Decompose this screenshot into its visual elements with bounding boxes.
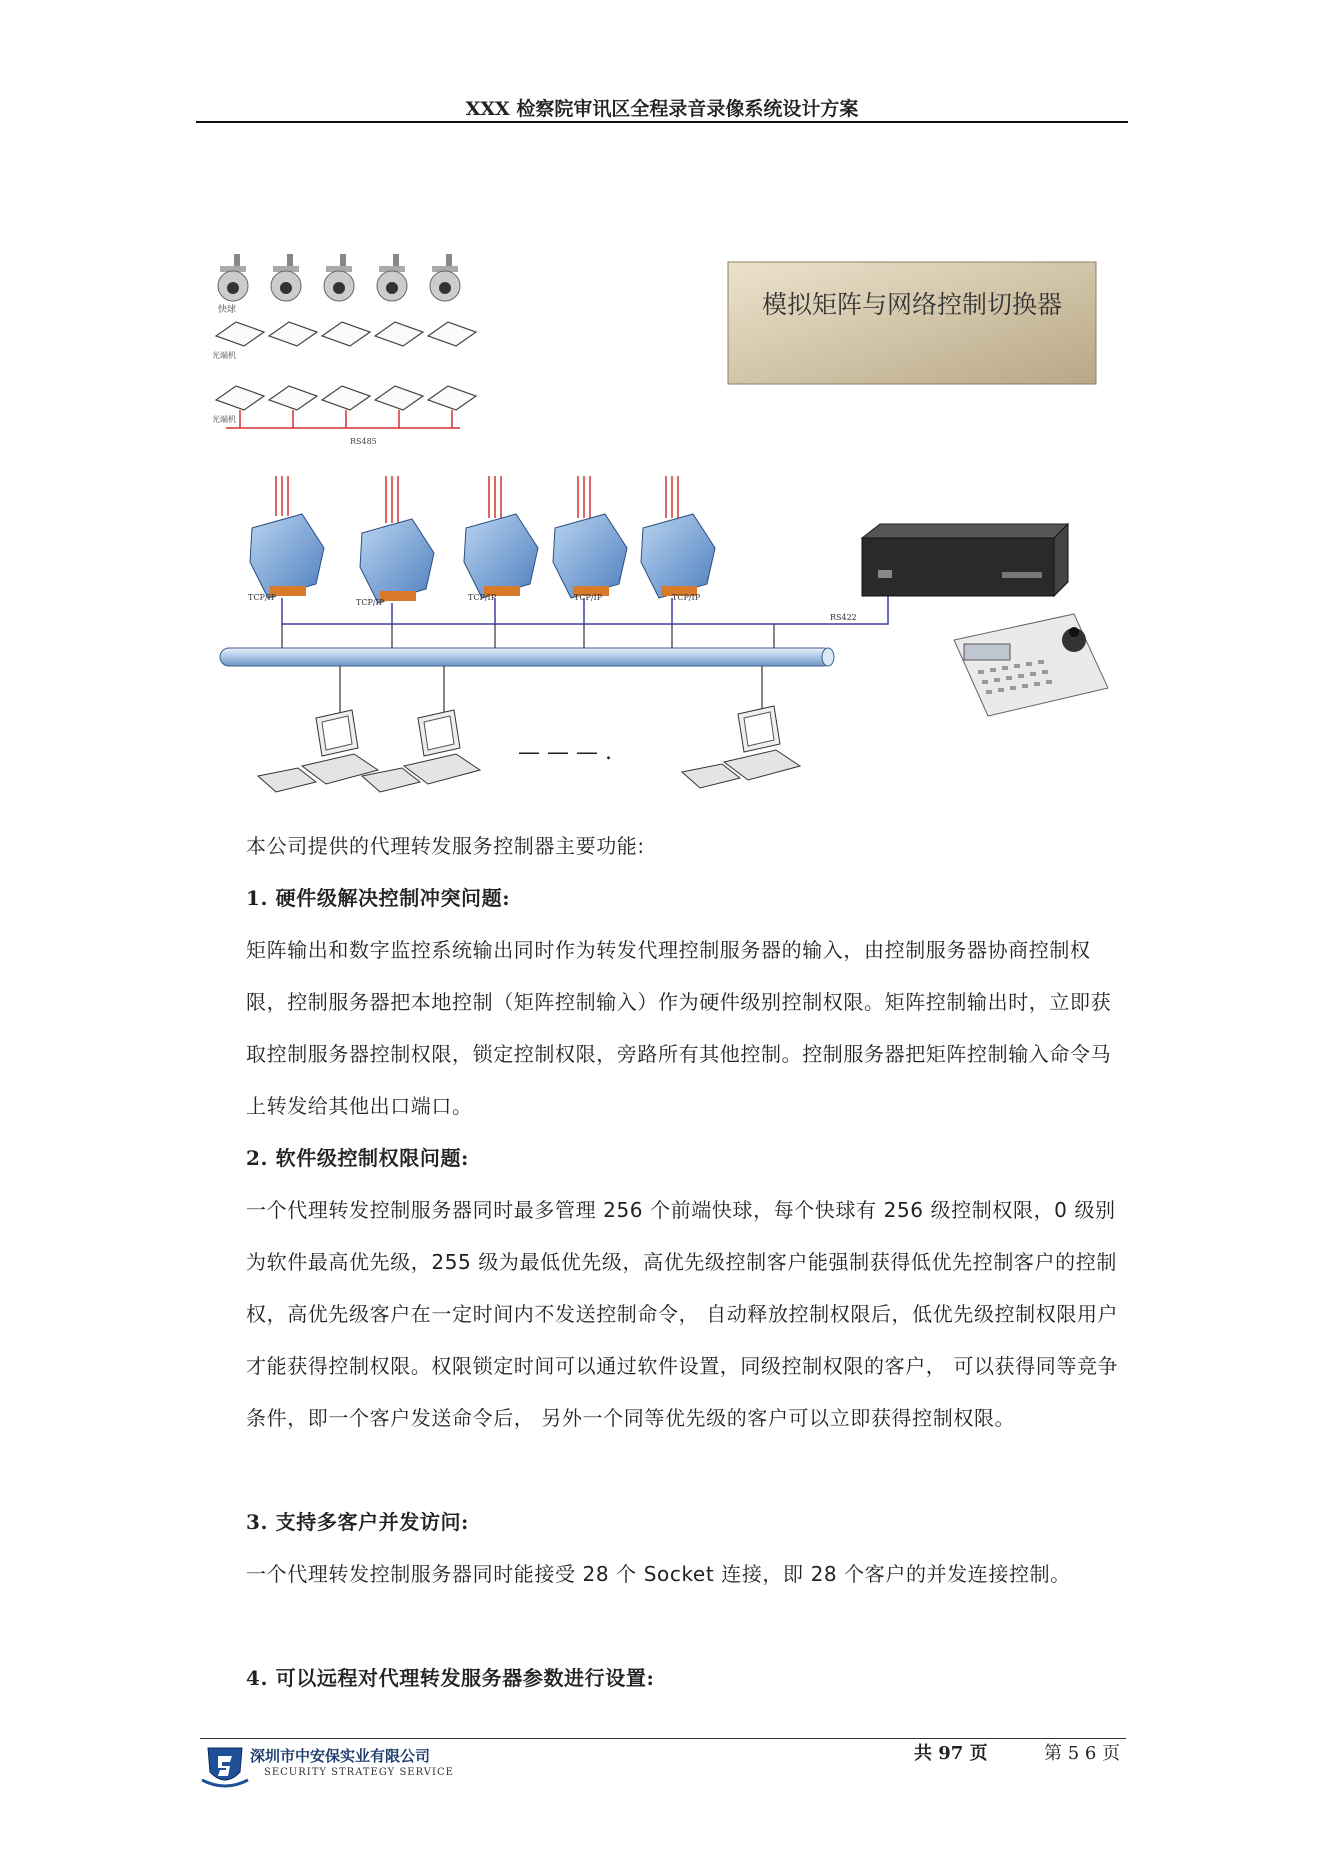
heading-1 (200, 872, 1124, 924)
fiber-converter-icon (428, 322, 476, 346)
header-rule (196, 121, 1128, 123)
heading-2 (200, 1132, 1124, 1184)
intro-paragraph (200, 820, 1124, 872)
dash-separator: — — — . (518, 740, 612, 765)
dome-camera-icon (430, 254, 460, 301)
heading-3-text: 3. 支持多客户并发访问: (246, 1510, 470, 1534)
tcpip-label: TCP/IP (468, 593, 497, 602)
heading-3 (200, 1496, 1124, 1548)
network-module-icon (641, 514, 715, 598)
fiber-converter-icon (216, 322, 264, 346)
paragraph-1-text: 矩阵输出和数字监控系统输出同时作为转发代理控制服务器的输入，由控制服务器协商控制权限，控制服务器把本地控制（矩阵控制输入）作为硬件级别控制权限。矩阵控制输出时，立即获取控制服务器控制权限，锁定控制权限，旁路所有其他控制。控制服务器把矩阵控制输入命令马上转发给其他出口端口。 (246, 938, 1112, 1118)
heading-2-text: 2. 软件级控制权限问题: (246, 1146, 470, 1170)
heading-4-text: 4. 可以远程对代理转发服务器参数进行设置: (246, 1666, 655, 1690)
system-diagram-svg (212, 248, 1120, 808)
footer-company-english: SECURITY STRATEGY SERVICE (264, 1767, 454, 1778)
footer-total-pages: 共 97 页 (914, 1743, 988, 1764)
paragraph-3-text: 一个代理转发控制服务器同时能接受 28 个 Socket 连接，即 28 个客户的并发连接控制。 (246, 1562, 1071, 1586)
workstation-icon (362, 710, 480, 792)
network-module-icon (360, 519, 434, 603)
matrix-device-icon (862, 524, 1068, 596)
control-keyboard-icon (954, 614, 1108, 716)
red-wires (276, 476, 678, 523)
fiber-converter-icon (375, 386, 423, 410)
rs422-label: RS422 (830, 613, 857, 622)
network-module-icon (464, 514, 538, 598)
paragraph-2-text: 一个代理转发控制服务器同时最多管理 256 个前端快球，每个快球有 256 级控制权限，0 级别为软件最高优先级，255 级为最低优先级，高优先级控制客户能强制获得低优先控制客户的控制权，高优先级客户在一定时间内不发送控制命令， 自动释放控制权限后，低优先级控制权限用户才能获得控制权限。权限锁定时间可以通过软件设置，同级控制权限的客户， 可以获得同等竞争条件，即一个客户发送命令后， 另外一个同等优先级的客户可以立即获得控制权限。 (246, 1198, 1119, 1430)
tcpip-label: TCP/IP (356, 598, 385, 607)
paragraph-3 (200, 1548, 1124, 1600)
paragraph-2 (200, 1184, 1124, 1444)
dome-camera-icon (271, 254, 301, 301)
fiber-converter-icon (216, 386, 264, 410)
fiber-converter-icon (322, 322, 370, 346)
company-logo (200, 1742, 250, 1792)
camera-label: 快球 (218, 305, 237, 315)
dome-camera-icon (218, 254, 248, 301)
network-backbone (220, 648, 834, 666)
fiber-converter-icon (269, 322, 317, 346)
heading-1-text: 1. 硬件级解决控制冲突问题: (246, 886, 511, 910)
dome-camera-icon (324, 254, 354, 301)
fiber-converter-icon (428, 386, 476, 410)
dome-camera-icon (377, 254, 407, 301)
page-header-title: XXX 检察院审讯区全程录音录像系统设计方案 (465, 98, 859, 120)
heading-4 (200, 1652, 1124, 1704)
fiber-converter-icon (375, 322, 423, 346)
system-diagram (212, 248, 1120, 808)
converter-label: 光端机 (212, 351, 236, 360)
workstation-icon (258, 710, 378, 792)
intro-text: 本公司提供的代理转发服务控制器主要功能: (246, 834, 645, 858)
rs485-bus (226, 410, 460, 428)
footer-company-name: 深圳市中安保实业有限公司 (250, 1747, 431, 1765)
rs485-label: RS485 (350, 437, 377, 446)
fiber-converter-icon (322, 386, 370, 410)
network-module-icon (250, 514, 324, 598)
tcpip-label: TCP/IP (574, 593, 603, 602)
paragraph-1 (200, 924, 1124, 1132)
matrix-title: 模拟矩阵与网络控制切换器 (761, 290, 1063, 319)
footer-page-number: 第 5 6 页 (1044, 1743, 1121, 1764)
tcpip-label: TCP/IP (248, 593, 277, 602)
fiber-converter-icon (269, 386, 317, 410)
matrix-title-box (728, 262, 1096, 384)
workstation-icon (682, 706, 800, 788)
tcpip-label: TCP/IP (672, 593, 701, 602)
converter-label: 光端机 (212, 415, 236, 424)
network-module-icon (553, 514, 627, 598)
